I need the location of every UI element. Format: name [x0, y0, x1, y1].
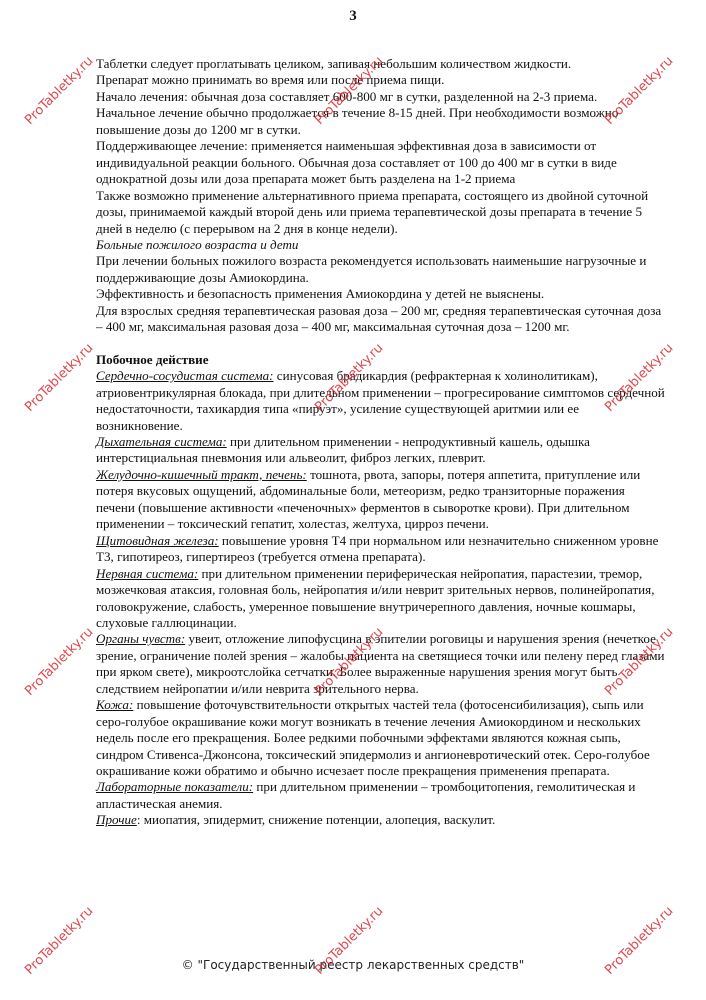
side-effect-text: при длительном применении – тромбоцитопения, гемолитическая и апластическая анемия. — [96, 779, 636, 811]
watermark-text: ProTabletky.ru — [22, 624, 97, 699]
body-paragraph: При лечении больных пожилого возраста рекомендуется использовать наименьшие нагрузочные и поддерживающие дозы Амиокордина. — [96, 253, 647, 285]
organ-system-label: Щитовидная железа: — [96, 532, 219, 548]
side-effect-paragraph — [96, 697, 666, 779]
side-effect-paragraph — [96, 779, 666, 812]
watermark-text: ProTabletky.ru — [602, 903, 677, 978]
side-effect-paragraph — [96, 566, 666, 632]
watermark-text: ProTabletky.ru — [602, 53, 677, 128]
side-effect-paragraph — [96, 812, 666, 828]
document-body — [96, 53, 666, 829]
organ-system-label: Прочие — [96, 812, 137, 828]
paragraph-gap — [96, 336, 666, 352]
body-paragraph: Также возможно применение альтернативного приема препарата, состоящего из двойной суточной дозы, принимаемой каждый второй день или приема терапевтической дозы препарата в течение 5 дней в неделю (с перерывом на 2 дня в конце недели). — [96, 187, 649, 236]
organ-system-label: Лабораторные показатели: — [96, 779, 254, 795]
body-paragraph: Начало лечения: обычная доза составляет 600-800 мг в сутки, разделенной на 2-3 приема. — [96, 88, 598, 104]
watermark-text: ProTabletky.ru — [602, 624, 677, 699]
side-effect-text: синусовая брадикардия (рефрактерная к холинолитикам), атриовентрикулярная блокада, при длительном применении – прогресирование симптомов сердечной недостаточности, тахикардия типа «пируэт», усиление существующей аритмии или ее возникновение. — [96, 368, 665, 433]
body-paragraph: Для взрослых средняя терапевтическая разовая доза – 200 мг, средняя терапевтическая суточная доза – 400 мг, максимальная разовая доза – 400 мг, максимальная суточная доза – 1200 мг. — [96, 302, 662, 335]
watermark-text: ProTabletky.ru — [312, 624, 387, 699]
body-paragraph: Начальное лечение обычно продолжается в течение 8-15 дней. При необходимости возможно повышение дозы до 1200 мг в сутки. — [96, 105, 619, 137]
page-number: 3 — [349, 8, 357, 24]
side-effect-paragraph — [96, 533, 666, 566]
subsection-heading: Больные пожилого возраста и дети — [96, 236, 299, 252]
watermark-text: ProTabletky.ru — [22, 53, 97, 128]
organ-system-label: Нервная система: — [96, 565, 199, 581]
side-effect-paragraph — [96, 368, 666, 434]
organ-system-label: Кожа: — [96, 697, 134, 713]
organ-system-label: Органы чувств: — [96, 631, 186, 647]
copyright-footer: © "Государственный реестр лекарственных средств" — [181, 958, 525, 972]
body-paragraph: Таблетки следует проглатывать целиком, запивая небольшим количеством жидкости. — [96, 56, 572, 71]
watermark-text: ProTabletky.ru — [312, 340, 387, 415]
side-effect-paragraph — [96, 631, 666, 697]
body-paragraph: Препарат можно принимать во время или после приема пищи. — [96, 72, 445, 88]
organ-system-label: Сердечно-сосудистая система: — [96, 368, 274, 384]
section-heading: Побочное действие — [96, 351, 209, 367]
side-effect-text: повышение фоточувствительности открытых частей тела (фотосенсибилизация), сыпь или серо-голубое окрашивание кожи могут возникать в течение лечения Амиокордином и нескольких недель после его прекращения. Более редкими побочными эффектами являются кожная сыпь, синдром Стивенса-Джонсона, токсический эпидермолиз и ангионевротический отек. Серо-голубое окрашивание кожи обратимо и обычно исчезает после прекращения применения препарата. — [96, 697, 650, 779]
side-effect-paragraph — [96, 434, 666, 467]
watermark-text: ProTabletky.ru — [22, 340, 97, 415]
side-effect-text: при длительном применении - непродуктивный кашель, одышка интерстициальная пневмония или альвеолит, фиброз легких, плеврит. — [96, 433, 590, 466]
body-paragraph: Эффективность и безопасность применения Амиокордина у детей не выяснены. — [96, 286, 545, 302]
side-effect-text: : миопатия, эпидермит, снижение потенции, алопеция, васкулит. — [136, 812, 496, 828]
side-effect-paragraph — [96, 467, 666, 533]
organ-system-label: Желудочно-кишечный тракт, печень: — [96, 466, 307, 482]
watermark-text: ProTabletky.ru — [22, 903, 97, 978]
body-paragraph: Поддерживающее лечение: применяется наименьшая эффективная доза в зависимости от индивидуальной реакции больного. Обычная доза составляет от 100 до 400 мг в сутки в виде однократной дозы или доза препарата может быть разделена на 1-2 приема — [96, 138, 617, 187]
watermark-text: ProTabletky.ru — [312, 903, 387, 978]
side-effect-text: увеит, отложение липофусцина в эпителии роговицы и нарушения зрения (нечеткое зрение, ограничение полей зрения – жалобы пациента на светящиеся точки или пелену перед глазами при ярком свете), микроотслойка сетчатки. Более выраженные нарушения зрения могут быть следствием нейропатии и/или неврита зрительного нерва. — [96, 631, 665, 696]
side-effect-text: тошнота, рвота, запоры, потеря аппетита, притупление или потеря вкусовых ощущений, абдоминальные боли, метеоризм, редко транзиторные поражения печени (повышение активности «печеночных» ферментов в сыворотке крови). При длительном применении – токсический гепатит, холестаз, желтуха, цирроз печени. — [96, 466, 641, 532]
watermark-text: ProTabletky.ru — [312, 53, 387, 128]
side-effect-text: повышение уровня Т4 при нормальном или незначительно сниженном уровне Т3, гипотиреоз, гипертиреоз (требуется отмена препарата). — [96, 532, 659, 565]
organ-system-label: Дыхательная система: — [96, 433, 227, 449]
watermark-text: ProTabletky.ru — [602, 340, 677, 415]
side-effect-text: при длительном применении периферическая нейропатия, парастезии, тремор, мозжечковая атаксия, головная боль, нейропатия и/или неврит зрительных нервов, полинейропатия, головокружение, слабость, умеренное повышение внутричерепного давления, ночные кошмары, слуховые галлюцинации. — [96, 565, 655, 630]
